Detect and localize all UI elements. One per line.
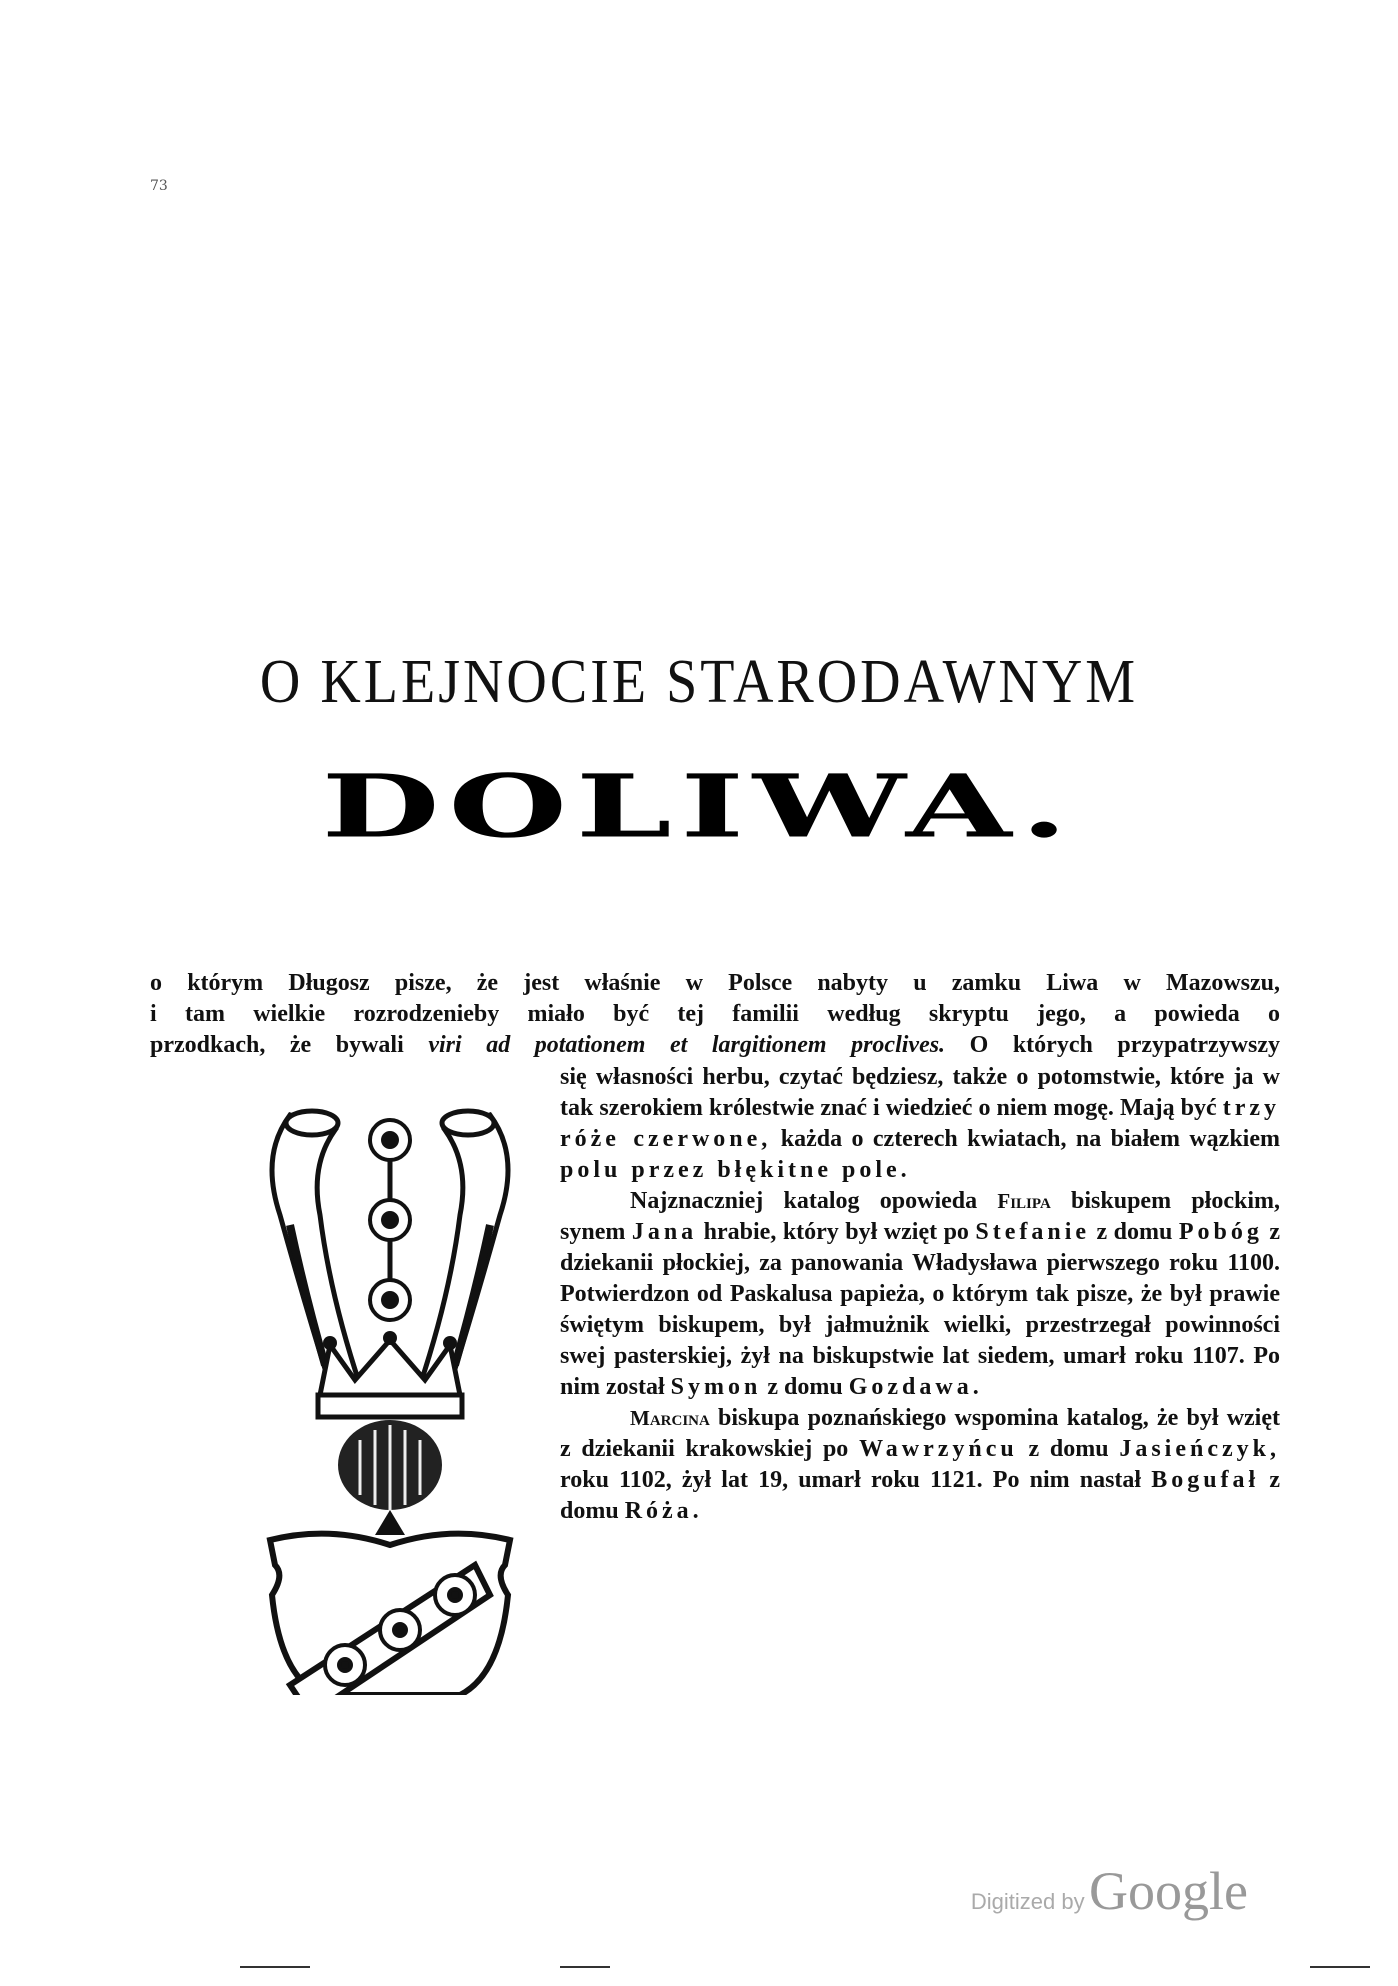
text-line-2: i tam wielkie rozrodzenieby miało być tej familii według skryptu jego, a powieda o xyxy=(150,1001,1280,1027)
paragraph-1: się własności herbu, czytać będziesz, także o potomstwie, które ja w tak szerokiem królestwie znać i wiedzieć o niem mogę. Mają być trzy róże czerwone, każda o czterech kwiatach, na białem wązkiem polu przez błękitne pole. xyxy=(560,1064,1280,1183)
paragraph-3: Marcina biskupa poznańskiego wspomina katalog, że był wzięt z dziekanii krakowskiej po Wawrzyńcu z domu Jasieńczyk, roku 1102, żył lat 19, umarł roku 1121. Po nim nastał Bogufał z domu Róża. xyxy=(560,1405,1281,1524)
digitized-watermark xyxy=(971,1860,1248,1922)
google-logo: Google xyxy=(1089,1861,1248,1921)
title-line-1: O KLEJNOCIE STARODAWNYM xyxy=(259,647,1139,717)
main-text-column xyxy=(560,1062,1280,1527)
title-line-2: DOLIWA. xyxy=(321,756,1077,858)
bottom-rule-2 xyxy=(560,1966,610,1968)
coat-of-arms-image xyxy=(250,1095,530,1695)
bottom-rule-1 xyxy=(240,1966,310,1968)
bottom-rule-3 xyxy=(1310,1966,1370,1968)
page-mark: 73 xyxy=(150,178,168,194)
latin-phrase: viri ad potationem et largitionem proclives. xyxy=(428,1032,946,1058)
text-line-1: o którym Długosz pisze, że jest właśnie w Polsce nabyty u zamku Liwa w Mazowszu, xyxy=(150,970,1280,996)
text-line-3: przodkach, że bywali viri ad potationem et largitionem proclives. O których przypatrzywszy xyxy=(150,1032,1280,1058)
digitized-label: Digitized by xyxy=(970,1889,1085,1914)
intro-lines xyxy=(150,968,1280,1061)
paragraph-2: Najznaczniej katalog opowieda Filipa biskupem płockim, synem Jana hrabie, który był wzięt po Stefanie z domu Pobóg z dziekanii płockiej, za panowania Władysława pierwszego roku 1100. Potwierdzon od Paskalusa papieża, o którym tak pisze, że był prawie świętym biskupem, był jałmużnik wielki, przestrzegał powinności swej pasterskiej, żył na biskupstwie lat siedem, umarł roku 1107. Po nim został Symon z domu Gozdawa. xyxy=(560,1188,1281,1400)
